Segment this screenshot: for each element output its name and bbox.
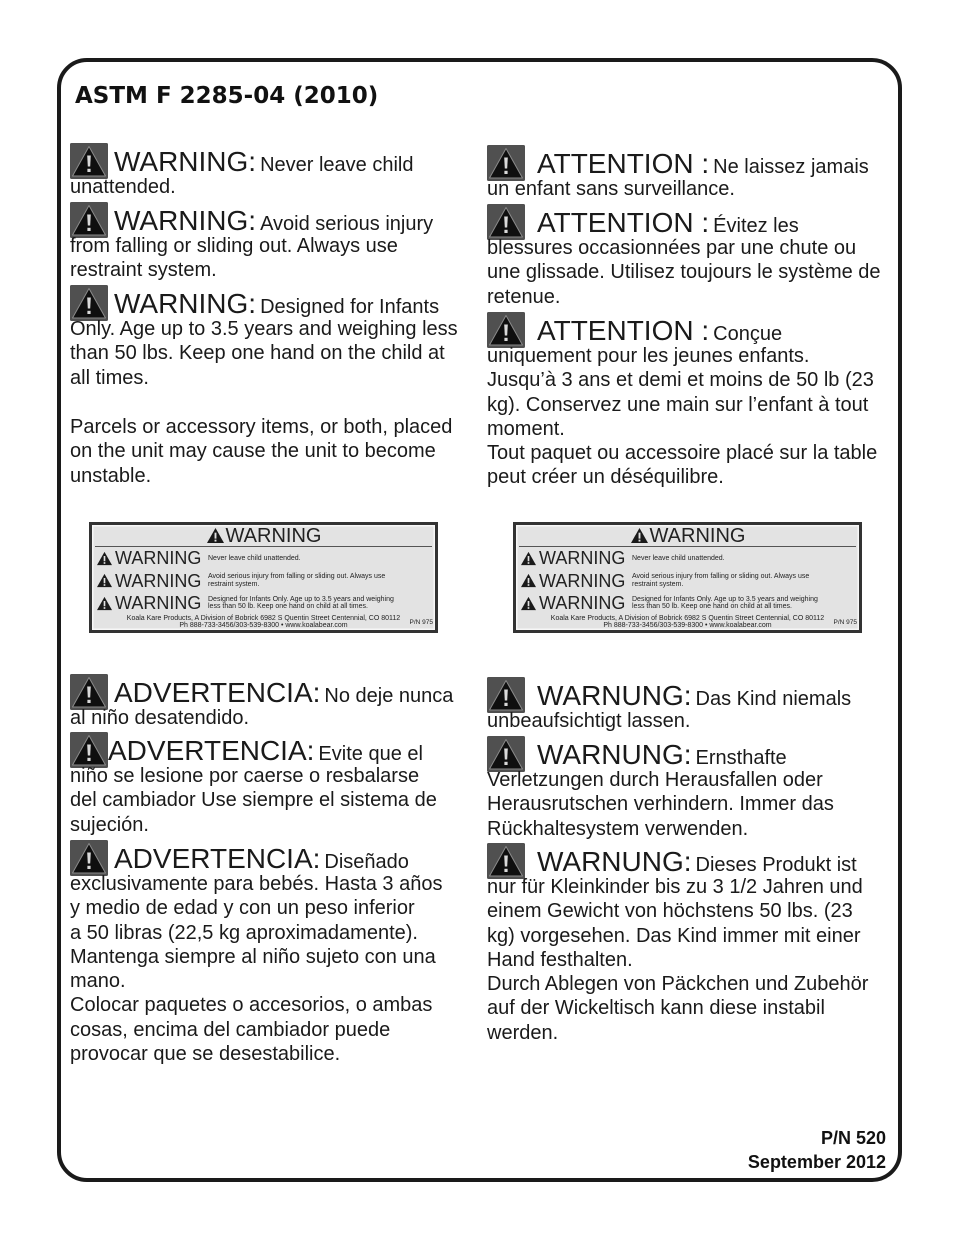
text-line: restraint system. [632, 580, 684, 588]
warning-lead: Das Kind niemals [695, 688, 852, 710]
warning-triangle-icon [96, 596, 113, 611]
warning-keyword: ATTENTION : [537, 207, 710, 238]
text-line: einem Gewicht von höchstens 50 lbs. (23 [487, 900, 853, 923]
warning-triangle-icon [520, 551, 537, 566]
label-row [516, 592, 859, 615]
label-row [92, 570, 435, 593]
label-header-text: WARNING [225, 524, 322, 547]
text-line: exclusivamente para bebés. Hasta 3 años [70, 873, 443, 895]
label-contact: Ph 888-733-3456/303-539-8300 • www.koalabear.com [179, 621, 348, 629]
french-warning-3 [487, 312, 897, 490]
text-line: unstable. [70, 464, 152, 487]
label-row-keyword: WARNING [539, 593, 626, 614]
text-line: Verletzungen durch Herausfallen oder [487, 769, 823, 791]
text-line: on the unit may cause the unit to become [70, 440, 436, 463]
warning-lead: Diseñado [324, 851, 409, 873]
warning-triangle-icon [70, 202, 108, 238]
label-header-text: WARNING [649, 524, 746, 547]
warning-triangle-icon [70, 674, 108, 710]
label-row [92, 592, 435, 615]
warning-lead: Never leave child [260, 154, 414, 176]
warning-heading [537, 312, 782, 348]
warning-heading-row [487, 843, 897, 879]
text-line: sujeción. [70, 813, 149, 836]
warning-lead: Designed for Infants [260, 296, 440, 318]
label-row-heading [96, 548, 208, 568]
label-row [92, 547, 435, 570]
document-date: September 2012 [747, 1152, 886, 1172]
text-line: Avoid serious injury from falling or sliding out. Always use [632, 573, 810, 581]
warning-heading-row [70, 674, 480, 710]
label-contact: Ph 888-733-3456/303-539-8300 • www.koalabear.com [603, 621, 772, 629]
label-row-heading [96, 593, 208, 613]
warning-heading-row [70, 285, 480, 321]
text-line: Avoid serious injury from falling or sliding out. Always use [208, 573, 386, 581]
label-row-keyword: WARNING [115, 593, 202, 614]
label-footer [92, 615, 435, 630]
text-line: Designed for Infants Only. Age up to 3.5 years and weighing [632, 595, 818, 603]
german-warning-1 [487, 677, 897, 733]
english-warning-2 [70, 202, 480, 283]
spanish-warning-3 [70, 840, 480, 1066]
text-line: uniquement pour les jeunes enfants. [487, 345, 810, 367]
warning-triangle-icon [487, 312, 525, 348]
warning-triangle-icon [487, 677, 525, 713]
warning-triangle-icon [487, 736, 525, 772]
warning-heading [537, 145, 869, 181]
text-line: Never leave child unattended. [632, 554, 725, 562]
text-line: Rückhaltesystem verwenden. [487, 817, 749, 840]
label-row-text [632, 573, 809, 588]
text-line: Tout paquet ou accessoire placé sur la table [487, 442, 878, 465]
label-company: Koala Kare Products, A Division of Bobrick 6982 S Quentin Street Centennial, CO 80112 [126, 614, 401, 622]
text-line: mano. [70, 970, 126, 993]
warning-triangle-icon [96, 551, 113, 566]
warning-text [487, 875, 897, 1045]
product-warning-label-right [513, 522, 862, 633]
text-line: than 50 lbs. Keep one hand on the child at [70, 342, 445, 365]
text-line: Jusqu’à 3 ans et demi et moins de 50 lb (23 [487, 369, 874, 392]
label-row-text [632, 555, 725, 563]
warning-lead: Ne laissez jamais [713, 156, 869, 178]
label-header [519, 525, 856, 547]
document-part-number: P/N 520 [820, 1128, 886, 1148]
label-row-heading [96, 571, 208, 591]
text-line: from falling or sliding out. Always use [70, 235, 398, 257]
text-line: unbeaufsichtigt lassen. [487, 710, 691, 732]
warning-heading-row [487, 145, 897, 181]
text-line: werden. [487, 1021, 559, 1044]
warning-triangle-icon [70, 840, 108, 876]
text-line: al niño desatendido. [70, 707, 250, 729]
warning-heading [114, 202, 433, 238]
warning-heading-row [487, 204, 897, 240]
text-line: Durch Ablegen von Päckchen und Zubehör [487, 973, 869, 996]
warning-keyword: ADVERTENCIA: [114, 843, 321, 874]
warning-heading-row [70, 840, 480, 876]
warning-heading-row [487, 677, 897, 713]
text-line: all times. [70, 366, 149, 389]
text-line: niño se lesione por caerse o resbalarse [70, 765, 420, 787]
english-warning-3 [70, 285, 480, 390]
warning-text [70, 234, 480, 283]
text-line: peut créer un déséquilibre. [487, 466, 724, 489]
label-row-text [632, 596, 818, 611]
text-line: Only. Age up to 3.5 years and weighing less [70, 318, 458, 340]
text-line: moment. [487, 417, 565, 440]
warning-triangle-icon [96, 573, 113, 588]
warning-triangle-icon [70, 732, 108, 768]
warning-text [70, 317, 480, 390]
warning-triangle-icon [70, 143, 108, 179]
label-row-keyword: WARNING [115, 548, 202, 569]
warning-heading [114, 674, 453, 710]
label-row-keyword: WARNING [539, 548, 626, 569]
warning-triangle-icon [487, 145, 525, 181]
text-line: del cambiador Use siempre el sistema de [70, 789, 437, 812]
warning-triangle-icon [487, 843, 525, 879]
warning-heading-row [70, 732, 480, 768]
warning-triangle-icon [206, 527, 225, 544]
warning-heading-row [487, 312, 897, 348]
english-unit-stability-note [70, 415, 452, 488]
text-line: nur für Kleinkinder bis zu 3 1/2 Jahren und [487, 876, 863, 898]
warning-keyword: WARNUNG: [537, 846, 692, 877]
warning-heading [114, 143, 414, 179]
spanish-warning-1 [70, 674, 480, 730]
text-line: Hand festhalten. [487, 948, 633, 971]
label-header [95, 525, 432, 547]
warning-heading-row [70, 143, 480, 179]
warning-triangle-icon [520, 573, 537, 588]
warning-triangle-icon [630, 527, 649, 544]
warning-keyword: ATTENTION : [537, 148, 710, 179]
label-row [516, 547, 859, 570]
warning-text [70, 764, 480, 837]
label-row [516, 570, 859, 593]
label-row-text [208, 555, 301, 563]
text-line: y medio de edad y con un peso inferior [70, 897, 415, 920]
warning-keyword: ATTENTION : [537, 315, 710, 346]
text-line: less than 50 lb. Keep one hand on child at all times. [208, 603, 368, 611]
english-warning-1 [70, 143, 480, 199]
warning-heading [108, 732, 423, 768]
text-line: Herausrutschen verhindern. Immer das [487, 793, 834, 816]
warning-heading [537, 677, 851, 713]
product-warning-label-left [89, 522, 438, 633]
label-row-keyword: WARNING [115, 570, 202, 591]
warning-text [487, 768, 897, 841]
warning-heading [537, 843, 857, 879]
text-line: kg) vorgesehen. Das Kind immer mit einer [487, 924, 861, 947]
warning-text [487, 344, 897, 490]
label-row-heading [520, 593, 632, 613]
warning-text [70, 872, 480, 1066]
warning-triangle-icon [520, 596, 537, 611]
warning-text [487, 236, 897, 309]
warning-triangle-icon [487, 204, 525, 240]
text-line: restraint system. [70, 259, 217, 282]
text-line: une glissade. Utilisez toujours le système de [487, 261, 881, 284]
french-warning-2 [487, 204, 897, 309]
warning-lead: Evite que el [318, 743, 423, 765]
text-line: un enfant sans surveillance. [487, 178, 735, 200]
warning-lead: No deje nunca [324, 685, 454, 707]
label-part-number: P/N 975 [409, 618, 433, 626]
text-line: Mantenga siempre al niño sujeto con una [70, 945, 436, 968]
warning-keyword: ADVERTENCIA: [114, 677, 321, 708]
warning-heading [114, 840, 409, 876]
text-line: cosas, encima del cambiador puede [70, 1018, 391, 1041]
label-row-keyword: WARNING [539, 570, 626, 591]
text-line: Designed for Infants Only. Age up to 3.5 years and weighing [208, 595, 394, 603]
text-line: a 50 libras (22,5 kg aproximadamente). [70, 921, 418, 944]
text-line: kg). Conservez une main sur l’enfant à tout [487, 393, 869, 416]
warning-heading [114, 285, 439, 321]
warning-heading [537, 736, 787, 772]
label-row-text [208, 573, 385, 588]
text-line: Colocar paquetes o accesorios, o ambas [70, 994, 433, 1017]
warning-triangle-icon [70, 285, 108, 321]
text-line: provocar que se desestabilice. [70, 1043, 341, 1066]
warning-keyword: WARNING: [114, 205, 257, 236]
warning-keyword: ADVERTENCIA: [108, 735, 315, 766]
label-part-number: P/N 975 [833, 618, 857, 626]
label-footer [516, 615, 859, 630]
warning-lead: Conçue [713, 323, 783, 345]
warning-heading [537, 204, 799, 240]
spanish-warning-2 [70, 732, 480, 837]
label-row-heading [520, 548, 632, 568]
german-warning-3 [487, 843, 897, 1045]
warning-keyword: WARNING: [114, 146, 257, 177]
french-warning-1 [487, 145, 897, 201]
text-line: less than 50 lb. Keep one hand on child at all times. [632, 603, 792, 611]
text-line: Never leave child unattended. [208, 554, 301, 562]
warning-keyword: WARNING: [114, 288, 257, 319]
standard-title: ASTM F 2285-04 (2010) [75, 83, 379, 109]
warning-keyword: WARNUNG: [537, 680, 692, 711]
warning-heading-row [70, 202, 480, 238]
warning-lead: Dieses Produkt ist [695, 854, 857, 876]
text-line: Parcels or accessory items, or both, placed [70, 416, 453, 438]
warning-heading-row [487, 736, 897, 772]
label-row-heading [520, 571, 632, 591]
label-company: Koala Kare Products, A Division of Bobrick 6982 S Quentin Street Centennial, CO 80112 [550, 614, 825, 622]
warning-lead: Évitez les [713, 215, 799, 237]
text-line: auf der Wickeltisch kann diese instabil [487, 997, 825, 1020]
warning-keyword: WARNUNG: [537, 739, 692, 770]
warning-lead: Avoid serious injury [260, 213, 434, 235]
text-line: unattended. [70, 176, 176, 198]
label-row-text [208, 596, 394, 611]
text-line: blessures occasionnées par une chute ou [487, 237, 857, 259]
german-warning-2 [487, 736, 897, 841]
text-line: restraint system. [208, 580, 260, 588]
text-line: retenue. [487, 285, 561, 308]
warning-lead: Ernsthafte [695, 747, 787, 769]
